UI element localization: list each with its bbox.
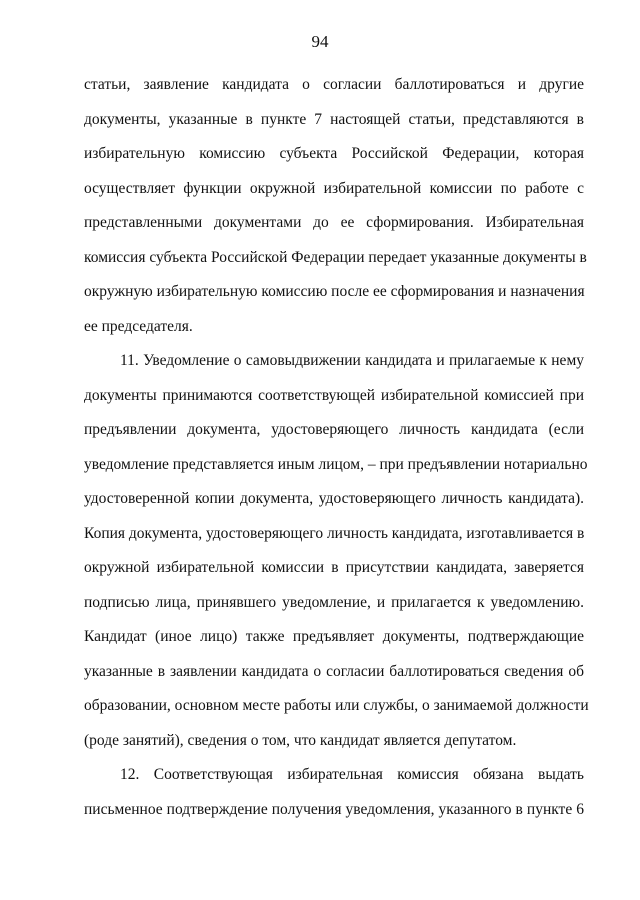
text-line: 11. Уведомление о самовыдвижении кандидата и прилагаемые к нему	[120, 352, 584, 369]
text-line: предъявлении документа, удостоверяющего личность кандидата (если	[84, 421, 584, 438]
text-line: (роде занятий), сведения о том, что кандидат является депутатом.	[84, 731, 517, 749]
text-line: Копия документа, удостоверяющего личность кандидата, изготавливается в	[84, 524, 585, 542]
text-line: представленными документами до ее сформирования. Избирательная	[84, 214, 584, 231]
text-line: статьи, заявление кандидата о согласии баллотироваться и другие	[84, 76, 584, 93]
text-line: избирательную комиссию субъекта Российской Федерации, которая	[84, 145, 584, 162]
text-line: осуществляет функции окружной избирательной комиссии по работе с	[84, 179, 584, 197]
text-line: документы принимаются соответствующей избирательной комиссией при	[84, 386, 584, 404]
text-line: указанные в заявлении кандидата о согласии баллотироваться сведения об	[84, 662, 584, 680]
text-line: уведомление представляется иным лицом, – при предъявлении нотариально	[84, 455, 588, 473]
text-line: ее председателя.	[84, 317, 193, 335]
text-line: подписью лица, принявшего уведомление, и прилагается к уведомлению.	[84, 593, 584, 611]
paragraph-article-continuation	[84, 68, 587, 344]
text-line: 12. Соответствующая избирательная комиссия обязана выдать	[120, 766, 584, 783]
text-line: комиссия субъекта Российской Федерации передает указанные документы в	[84, 248, 587, 266]
page-number: 94	[311, 32, 329, 51]
text-line: окружной избирательной комиссии в присутствии кандидата, заверяется	[84, 559, 584, 576]
text-line: Кандидат (иное лицо) также предъявляет документы, подтверждающие	[84, 628, 584, 645]
paragraph-item-11	[84, 344, 589, 758]
text-line: образовании, основном месте работы или службы, о занимаемой должности	[84, 697, 589, 714]
text-line: документы, указанные в пункте 7 настоящей статьи, представляются в	[84, 110, 584, 128]
text-line: письменное подтверждение получения уведомления, указанного в пункте 6	[84, 800, 584, 818]
text-line: окружную избирательную комиссию после ее сформирования и назначения	[84, 283, 585, 300]
text-line: удостоверенной копии документа, удостоверяющего личность кандидата).	[84, 490, 584, 507]
document-body	[84, 68, 589, 827]
paragraph-item-12	[84, 758, 584, 827]
